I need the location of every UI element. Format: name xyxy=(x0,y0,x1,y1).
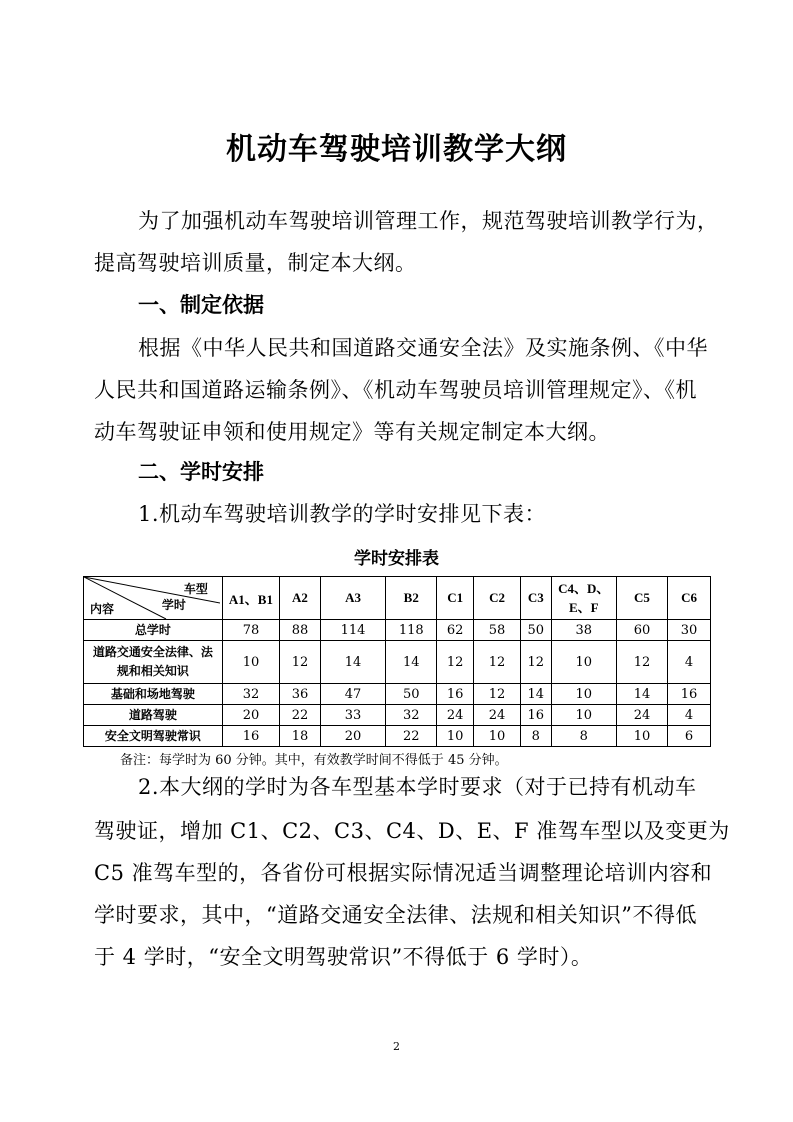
table-cell: 14 xyxy=(616,684,667,705)
section2-item2-line-5: 于 4 学时，“安全文明驾驶常识”不得低于 6 学时）。 xyxy=(94,945,593,969)
column-header: C6 xyxy=(668,577,711,620)
table-cell: 24 xyxy=(437,705,474,726)
corner-label-vehicle: 车型 xyxy=(183,582,208,596)
table-cell: 12 xyxy=(437,641,474,684)
table-cell: 50 xyxy=(521,620,552,641)
table-cell: 118 xyxy=(386,620,437,641)
section1-line-3: 动车驾驶证申领和使用规定》等有关规定制定本大纲。 xyxy=(94,420,610,444)
table-cell: 16 xyxy=(668,684,711,705)
column-header: A2 xyxy=(280,577,321,620)
table-cell: 12 xyxy=(616,641,667,684)
table-cell: 4 xyxy=(668,641,711,684)
row-label: 总学时 xyxy=(84,620,223,641)
table-cell: 78 xyxy=(222,620,279,641)
table-title: 学时安排表 xyxy=(354,549,439,569)
row-label: 基础和场地驾驶 xyxy=(84,684,223,705)
table-cell: 22 xyxy=(386,726,437,747)
section2-item2-line-1: 2.本大纲的学时为各车型基本学时要求（对于已持有机动车 xyxy=(138,775,697,799)
table-row xyxy=(84,620,711,641)
table-cell: 20 xyxy=(320,726,385,747)
table-cell: 88 xyxy=(280,620,321,641)
table-row xyxy=(84,641,711,684)
hours-table xyxy=(83,576,711,747)
row-label: 道路交通安全法律、法规和相关知识 xyxy=(84,641,223,684)
section1-heading: 一、制定依据 xyxy=(138,293,264,317)
document-title: 机动车驾驶培训教学大纲 xyxy=(226,132,567,167)
table-cell: 38 xyxy=(551,620,616,641)
column-header: C3 xyxy=(521,577,552,620)
column-header: C2 xyxy=(474,577,521,620)
table-cell: 14 xyxy=(386,641,437,684)
row-label: 道路驾驶 xyxy=(84,705,223,726)
table-cell: 10 xyxy=(551,705,616,726)
table-cell: 14 xyxy=(320,641,385,684)
corner-label-content: 内容 xyxy=(90,602,115,616)
table-cell: 10 xyxy=(474,726,521,747)
section1-line-1: 根据《中华人民共和国道路交通安全法》及实施条例、《中华 xyxy=(138,336,708,360)
table-cell: 10 xyxy=(616,726,667,747)
row-label: 安全文明驾驶常识 xyxy=(84,726,223,747)
table-cell: 58 xyxy=(474,620,521,641)
table-cell: 4 xyxy=(668,705,711,726)
table-cell: 60 xyxy=(616,620,667,641)
table-cell: 50 xyxy=(386,684,437,705)
section1-line-2: 人民共和国道路运输条例》、《机动车驾驶员培训管理规定》、《机 xyxy=(94,378,697,402)
column-header: C4、D、E、F xyxy=(551,577,616,620)
table-cell: 16 xyxy=(437,684,474,705)
table-cell: 12 xyxy=(280,641,321,684)
table-cell: 12 xyxy=(521,641,552,684)
intro-line-1: 为了加强机动车驾驶培训管理工作，规范驾驶培训教学行为， xyxy=(138,209,719,233)
table-cell: 33 xyxy=(320,705,385,726)
table-row xyxy=(84,705,711,726)
table-cell: 62 xyxy=(437,620,474,641)
table-cell: 10 xyxy=(222,641,279,684)
section2-item2-line-4: 学时要求，其中，“道路交通安全法律、法规和相关知识”不得低 xyxy=(94,903,697,927)
table-cell: 12 xyxy=(474,684,521,705)
table-cell: 18 xyxy=(280,726,321,747)
table-cell: 16 xyxy=(222,726,279,747)
table-cell: 20 xyxy=(222,705,279,726)
table-row xyxy=(84,684,711,705)
column-header: C1 xyxy=(437,577,474,620)
section2-item2-line-2: 驾驶证，增加 C1、C2、C3、C4、D、E、F 准驾车型以及变更为 xyxy=(94,819,730,843)
corner-label-hours: 学时 xyxy=(161,598,186,612)
table-cell: 8 xyxy=(551,726,616,747)
table-cell: 32 xyxy=(222,684,279,705)
table-cell: 32 xyxy=(386,705,437,726)
column-header: C5 xyxy=(616,577,667,620)
table-cell: 6 xyxy=(668,726,711,747)
table-note: 备注：每学时为 60 分钟。其中，有效教学时间不得低于 45 分钟。 xyxy=(120,753,508,768)
table-cell: 16 xyxy=(521,705,552,726)
table-cell: 36 xyxy=(280,684,321,705)
table-cell: 10 xyxy=(551,641,616,684)
table-cell: 47 xyxy=(320,684,385,705)
intro-line-2: 提高驾驶培训质量，制定本大纲。 xyxy=(94,251,417,275)
page-number: 2 xyxy=(393,1040,400,1053)
table-cell: 114 xyxy=(320,620,385,641)
table-cell: 14 xyxy=(521,684,552,705)
table-cell: 10 xyxy=(551,684,616,705)
section2-item1: 1.机动车驾驶培训教学的学时安排见下表： xyxy=(138,502,547,526)
table-cell: 24 xyxy=(474,705,521,726)
table-corner-cell xyxy=(84,577,223,620)
column-header: A3 xyxy=(320,577,385,620)
table-cell: 30 xyxy=(668,620,711,641)
column-header: B2 xyxy=(386,577,437,620)
section2-heading: 二、学时安排 xyxy=(138,460,264,484)
column-header: A1、B1 xyxy=(222,577,279,620)
table-cell: 10 xyxy=(437,726,474,747)
table-header-row xyxy=(84,577,711,620)
table-cell: 8 xyxy=(521,726,552,747)
table-cell: 24 xyxy=(616,705,667,726)
table-cell: 12 xyxy=(474,641,521,684)
section2-item2-line-3: C5 准驾车型的，各省份可根据实际情况适当调整理论培训内容和 xyxy=(94,861,713,885)
table-cell: 22 xyxy=(280,705,321,726)
table-row xyxy=(84,726,711,747)
